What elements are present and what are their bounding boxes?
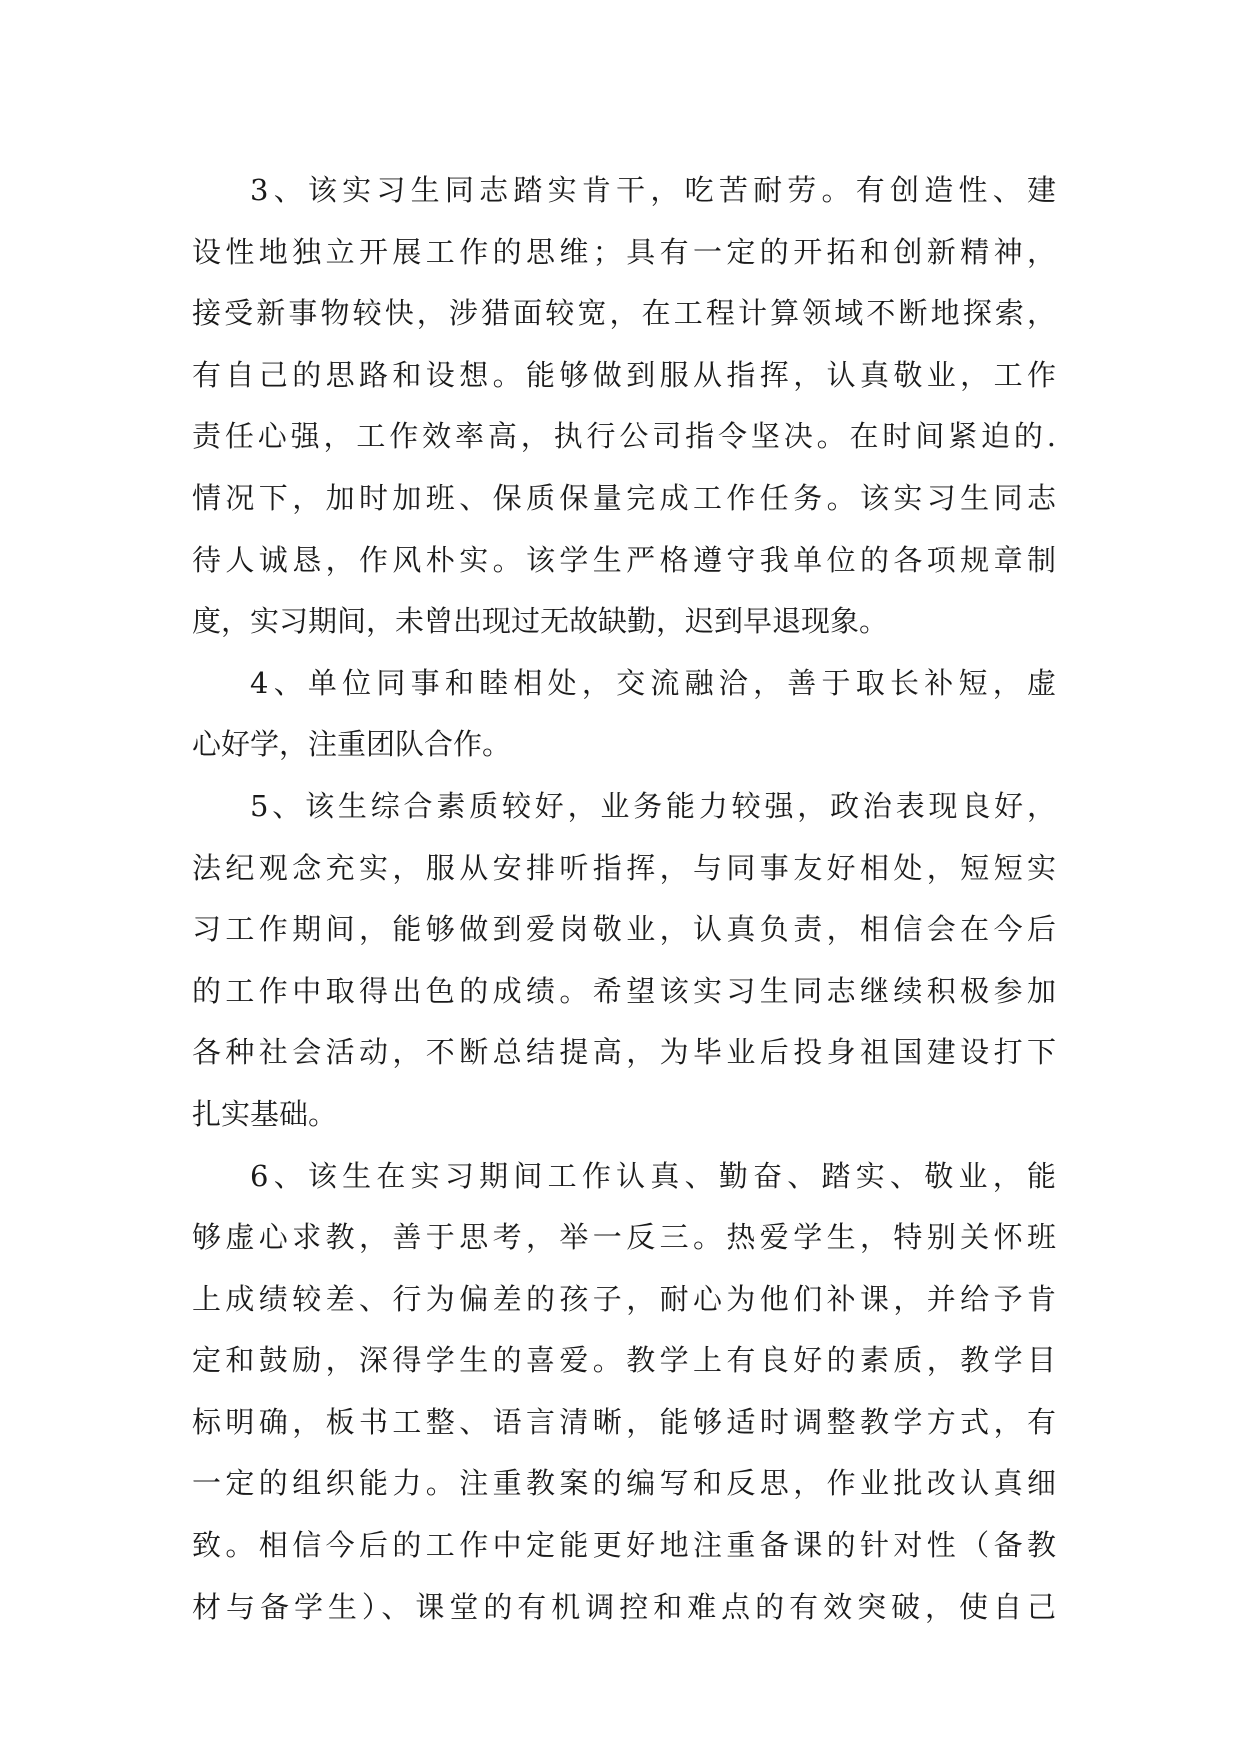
text-line: 心好学，注重团队合作。 (192, 727, 512, 762)
text-line: 一定的组织能力。注重教案的编写和反思，作业批改认真细 (192, 1466, 1056, 1501)
text-line: 设性地独立开展工作的思维；具有一定的开拓和创新精神， (192, 234, 1056, 269)
text-line: 的工作中取得出色的成绩。希望该实习生同志继续积极参加 (192, 973, 1056, 1008)
text-line: 法纪观念充实，服从安排听指挥，与同事友好相处，短短实 (192, 850, 1056, 885)
text-line: 度，实习期间，未曾出现过无故缺勤，迟到早退现象。 (192, 604, 889, 639)
text-line: 接受新事物较快，涉猎面较宽，在工程计算领域不断地探索， (192, 296, 1056, 331)
text-line: 有自己的思路和设想。能够做到服从指挥，认真敬业，工作 (192, 357, 1056, 392)
text-line: 3、该实习生同志踏实肯干，吃苦耐劳。有创造性、建 (250, 173, 1056, 207)
text-line: 4、单位同事和睦相处，交流融洽，善于取长补短，虚 (250, 665, 1056, 700)
text-line: 致。相信今后的工作中定能更好地注重备课的针对性（备教 (192, 1528, 1056, 1563)
text-line: 够虚心求教，善于思考，举一反三。热爱学生，特别关怀班 (192, 1220, 1056, 1255)
text-line: 待人诚恳，作风朴实。该学生严格遵守我单位的各项规章制 (192, 542, 1056, 577)
document-body (192, 160, 1056, 1638)
text-line: 标明确，板书工整、语言清晰，能够适时调整教学方式，有 (192, 1404, 1056, 1439)
text-line: 6、该生在实习期间工作认真、勤奋、踏实、敬业，能 (250, 1158, 1056, 1193)
text-line: 上成绩较差、行为偏差的孩子，耐心为他们补课，并给予肯 (192, 1281, 1056, 1316)
text-line: 定和鼓励，深得学生的喜爱。教学上有良好的素质，教学目 (192, 1343, 1056, 1378)
text-line: 责任心强，工作效率高，执行公司指令坚决。在时间紧迫的. (192, 419, 1056, 454)
text-line: 5、该生综合素质较好，业务能力较强，政治表现良好， (250, 788, 1056, 823)
text-line: 习工作期间，能够做到爱岗敬业，认真负责，相信会在今后 (192, 912, 1056, 947)
text-line: 扎实基础。 (192, 1096, 338, 1131)
text-line: 各种社会活动，不断总结提高，为毕业后投身祖国建设打下 (192, 1035, 1056, 1070)
text-line: 情况下，加时加班、保质保量完成工作任务。该实习生同志 (192, 480, 1056, 515)
text-line: 材与备学生）、课堂的有机调控和难点的有效突破，使自己 (192, 1589, 1056, 1624)
